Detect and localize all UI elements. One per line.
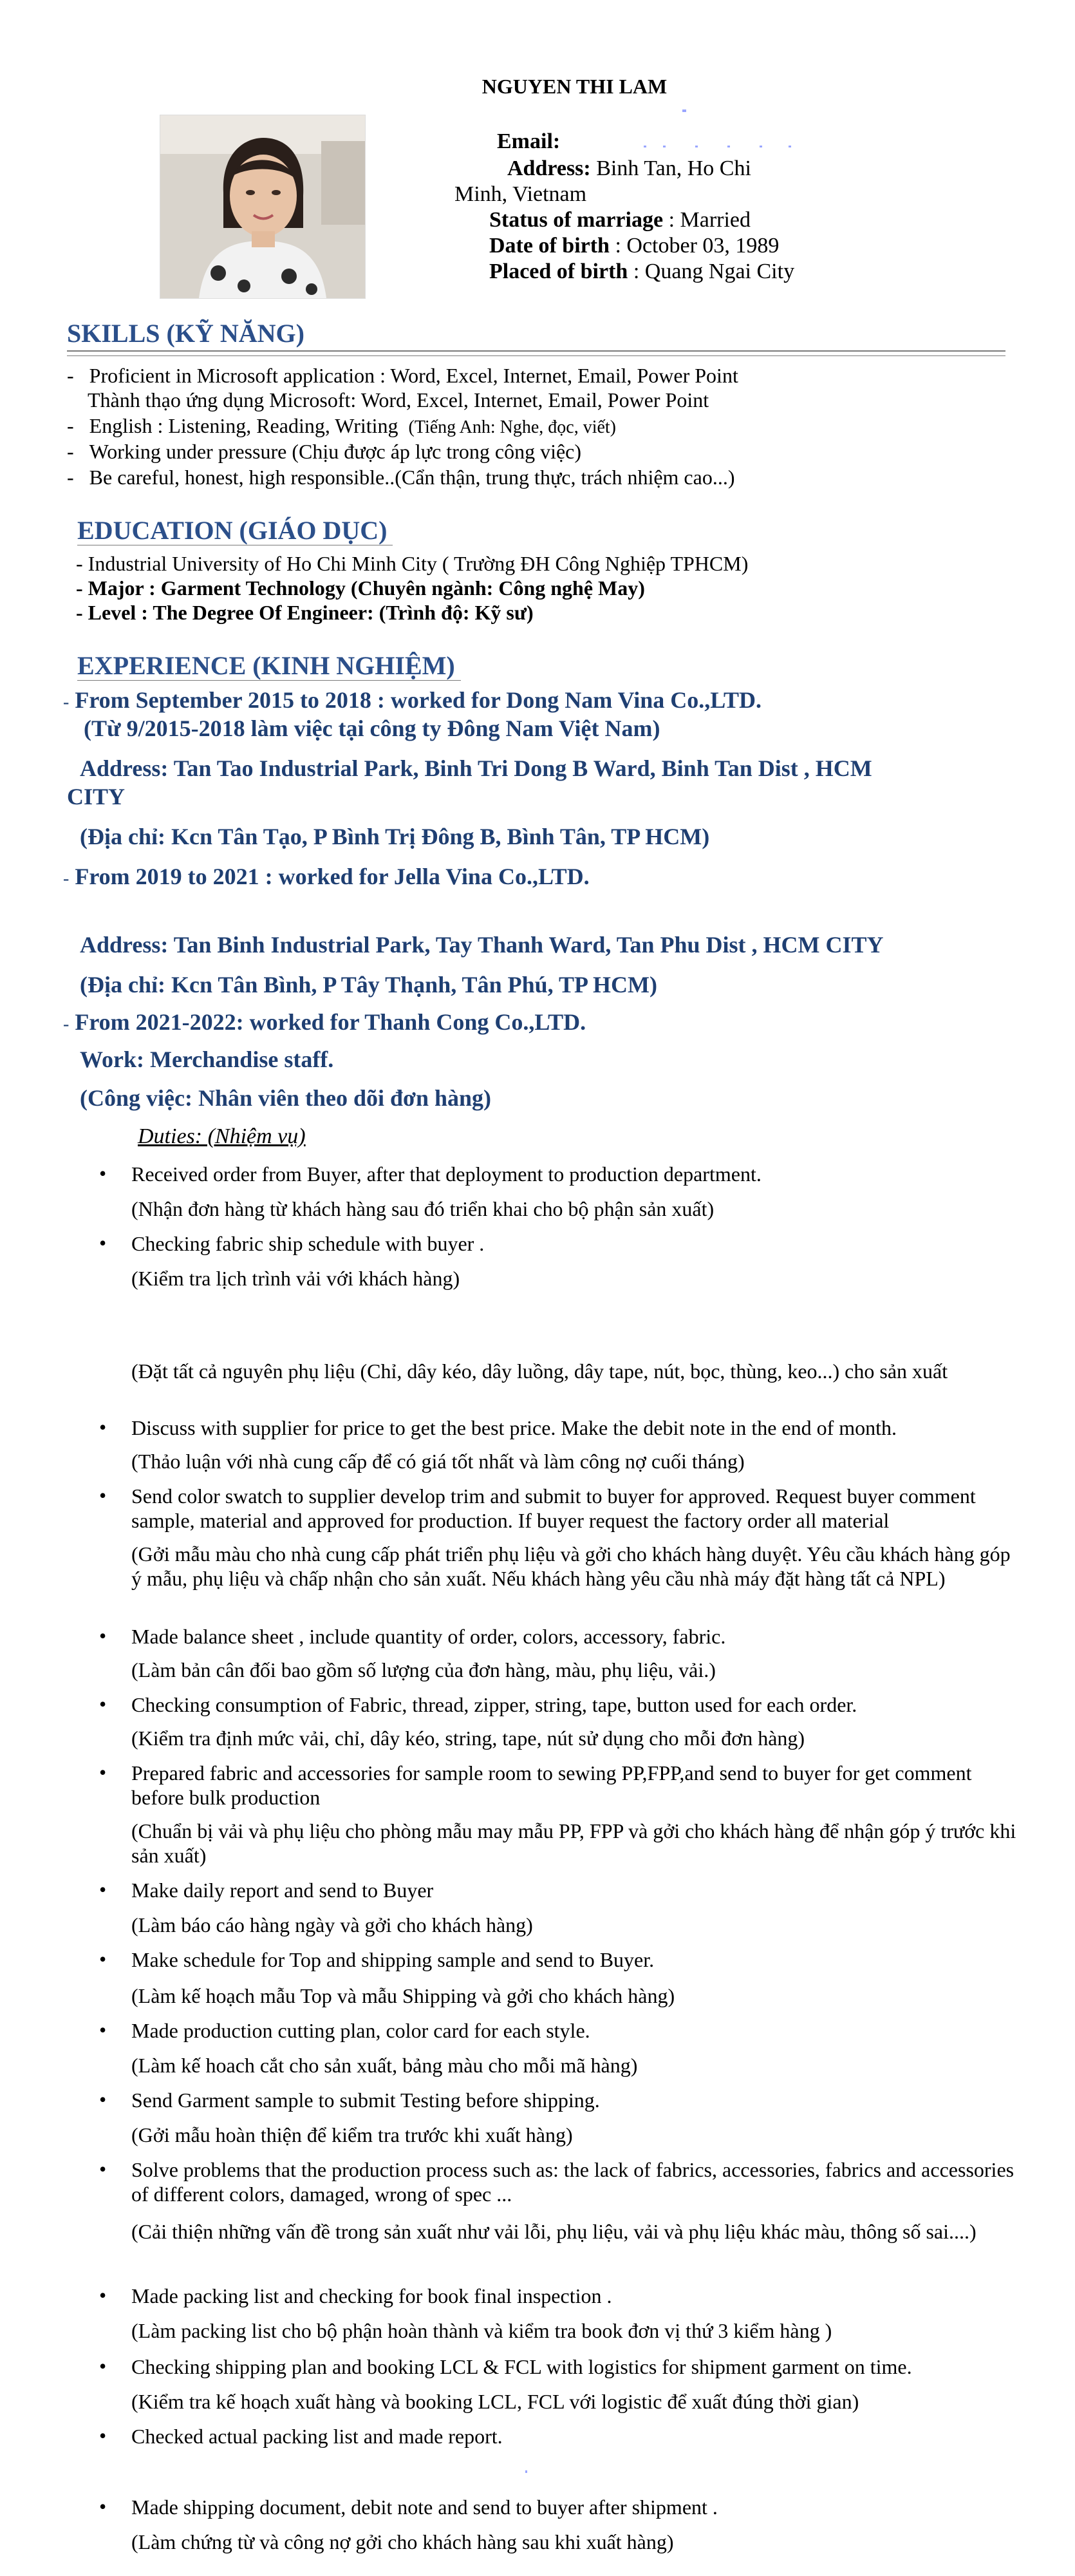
- duty-5-vn: (Làm bản cân đối bao gồm số lượng của đơn hàng, màu, phụ liệu, vải.): [131, 1658, 716, 1681]
- job-2-period: - From 2019 to 2021 : worked for Jella Vina Co.,LTD.: [63, 864, 590, 889]
- bullet-icon: •: [99, 2018, 107, 2041]
- bullet-icon: •: [99, 1761, 107, 1784]
- profile-photo: [160, 115, 366, 299]
- dob-label: Date of birth: [489, 234, 610, 258]
- education-item-3: - Level : The Degree Of Engineer: (Trình độ: Kỹ sư): [76, 601, 534, 624]
- duty-4-vn: (Gởi mẫu màu cho nhà cung cấp phát triển phụ liệu và gởi cho khách hàng duyệt. Yêu cầu khách hàng góp ý mẫu, phụ liệu và chấp nhận cho sản xuất. Nếu khách hàng yêu cầu nhà máy đặt hàng tất cả NPL): [131, 1542, 1011, 1590]
- skill-item-4: - Be careful, honest, high responsible..(Cẩn thận, trung thực, trách nhiệm cao...): [67, 466, 735, 489]
- skills-divider-bottom: [67, 355, 1005, 356]
- duty-1: Received order from Buyer, after that deployment to production department.: [131, 1162, 762, 1186]
- pob-label: Placed of birth: [489, 260, 628, 283]
- skill-item-1-vn: Thành thạo ứng dụng Microsoft: Word, Excel, Internet, Email, Power Point: [88, 388, 709, 412]
- job-3-work: Work: Merchandise staff.: [80, 1046, 334, 1072]
- duty-1-vn: (Nhận đơn hàng từ khách hàng sau đó triển khai cho bộ phận sản xuất): [131, 1197, 715, 1220]
- duty-2-vn: (Kiểm tra lịch trình vải với khách hàng): [131, 1267, 460, 1290]
- duty-3-vn: (Thảo luận với nhà cung cấp để có giá tốt nhất và làm công nợ cuối tháng): [131, 1450, 745, 1473]
- duty-15: Checked actual packing list and made report.: [131, 2425, 503, 2448]
- bullet-icon: •: [99, 1878, 107, 1901]
- bullet-icon: •: [99, 2284, 107, 2307]
- duty-9: Make schedule for Top and shipping sample and send to Buyer.: [131, 1948, 655, 1971]
- duty-3: Discuss with supplier for price to get the best price. Make the debit note in the end of month.: [131, 1416, 897, 1439]
- duty-8-vn: (Làm báo cáo hàng ngày và gởi cho khách hàng): [131, 1913, 533, 1937]
- address-label: Address:: [507, 156, 591, 180]
- job-3-work-vn: (Công việc: Nhân viên theo dõi đơn hàng): [80, 1085, 492, 1111]
- job-2-address-vn: (Địa chỉ: Kcn Tân Bình, P Tây Thạnh, Tân Phú, TP HCM): [80, 972, 657, 998]
- job-1-period: - From September 2015 to 2018 : worked for Dong Nam Vina Co.,LTD.: [63, 687, 762, 713]
- duty-4: Send color swatch to supplier develop trim and submit to buyer for approved. Request buyer comment sample, material and approved for production. If buyer request the factory order all material: [131, 1484, 976, 1532]
- duty-12: Solve problems that the production process such as: the lack of fabrics, accessories, fabrics and accessories of different colors, damaged, wrong of spec ...: [131, 2158, 1014, 2206]
- bullet-icon: •: [99, 2088, 107, 2111]
- address-value: Binh Tan, Ho Chi: [596, 156, 751, 180]
- job-1-period-vn: (Từ 9/2015-2018 làm việc tại công ty Đông Nam Việt Nam): [84, 715, 660, 741]
- duty-16-vn: (Làm chứng từ và công nợ gởi cho khách hàng sau khi xuất hàng): [131, 2530, 674, 2553]
- education-title: EDUCATION (GIÁO DỤC): [77, 516, 388, 545]
- bullet-icon: •: [99, 1416, 107, 1439]
- duty-14-vn: (Kiểm tra kế hoạch xuất hàng và booking LCL, FCL với logistic để xuất đúng thời gian): [131, 2390, 859, 2413]
- job-2-address: Address: Tan Binh Industrial Park, Tay Thanh Ward, Tan Phu Dist , HCM CITY: [80, 932, 884, 958]
- duty-7-vn: (Chuẩn bị vải và phụ liệu cho phòng mẫu may mẫu PP, FPP và gởi cho khách hàng để nhận góp ý trước khi sản xuất): [131, 1819, 1016, 1867]
- email-label: Email:: [497, 129, 561, 153]
- bullet-icon: •: [99, 1624, 107, 1647]
- duty-6: Checking consumption of Fabric, thread, zipper, string, tape, button used for each order.: [131, 1693, 857, 1716]
- duty-12-vn: (Cải thiện những vấn đề trong sản xuất như vải lỗi, phụ liệu, vải và phụ liệu khác màu, thông số sai....): [131, 2220, 977, 2243]
- skill-item-3: - Working under pressure (Chịu được áp lực trong công việc): [67, 440, 582, 463]
- duty-10: Made production cutting plan, color card for each style.: [131, 2019, 590, 2042]
- duty-7: Prepared fabric and accessories for sample room to sewing PP,FPP,and send to buyer for get comment before bulk production: [131, 1761, 972, 1809]
- duty-6-vn: (Kiểm tra định mức vải, chỉ, dây kéo, string, tape, nút sử dụng cho mỗi đơn hàng): [131, 1727, 805, 1750]
- address-row-2: Minh, Vietnam: [454, 182, 587, 206]
- marriage-value: : Married: [668, 208, 751, 232]
- bullet-icon: •: [99, 1484, 107, 1507]
- duty-14: Checking shipping plan and booking LCL & FCL with logistics for shipment garment on time.: [131, 2355, 912, 2378]
- bullet-icon: •: [99, 2157, 107, 2181]
- duties-title: Duties: (Nhiệm vụ): [138, 1124, 306, 1148]
- redacted-email-marks: [644, 144, 798, 150]
- bullet-icon: •: [99, 1947, 107, 1971]
- email-redacted: [644, 142, 798, 148]
- bullet-icon: •: [99, 1162, 107, 1185]
- duty-11: Send Garment sample to submit Testing before shipping.: [131, 2088, 600, 2112]
- dob-row: [489, 233, 779, 259]
- skill-item-2: - English : Listening, Reading, Writing (Tiếng Anh: Nghe, đọc, viết): [67, 414, 617, 437]
- profile-photo-image: [160, 115, 365, 298]
- pob-row: [489, 259, 794, 285]
- skill-item-1: - Proficient in Microsoft application : Word, Excel, Internet, Email, Power Point: [67, 364, 738, 387]
- duty-10-vn: (Làm kế hoach cắt cho sản xuất, bảng màu cho mỗi mã hàng): [131, 2054, 638, 2077]
- job-1-address: Address: Tan Tao Industrial Park, Binh Tri Dong B Ward, Binh Tan Dist , HCM: [80, 755, 872, 781]
- duty-8: Make daily report and send to Buyer: [131, 1879, 434, 1902]
- duty-11-vn: (Gởi mẫu hoàn thiện để kiểm tra trước khi xuất hàng): [131, 2123, 573, 2146]
- dot-mark: [525, 2470, 527, 2473]
- marriage-label: Status of marriage: [489, 208, 664, 232]
- job-3-period: - From 2021-2022: worked for Thanh Cong Co.,LTD.: [63, 1009, 586, 1035]
- address-row: [507, 156, 751, 182]
- duty-13-vn: (Làm packing list cho bộ phận hoàn thành và kiểm tra book đơn vị thứ 3 kiểm hàng ): [131, 2319, 832, 2342]
- duty-9-vn: (Làm kế hoạch mẫu Top và mẫu Shipping và gởi cho khách hàng): [131, 1984, 675, 2007]
- marriage-row: [489, 207, 751, 233]
- duty-5: Made balance sheet , include quantity of order, colors, accessory, fabric.: [131, 1625, 726, 1648]
- skills-divider-top: [67, 350, 1005, 352]
- bullet-icon: •: [99, 1231, 107, 1255]
- experience-underline: [77, 680, 461, 681]
- job-1-address-vn: (Địa chỉ: Kcn Tân Tạo, P Bình Trị Đông B, Bình Tân, TP HCM): [80, 824, 710, 849]
- bullet-icon: •: [99, 2495, 107, 2518]
- experience-title: EXPERIENCE (KINH NGHIỆM): [77, 651, 455, 680]
- candidate-name: NGUYEN THI LAM: [481, 75, 668, 98]
- education-item-1: - Industrial University of Ho Chi Minh City ( Trường ĐH Công Nghiệp TPHCM): [76, 552, 749, 575]
- bullet-icon: •: [99, 2424, 107, 2447]
- job-1-address-2: CITY: [67, 784, 126, 810]
- duty-2b-vn: (Đặt tất cả nguyên phụ liệu (Chỉ, dây kéo, dây luồng, dây tape, nút, bọc, thùng, keo...) cho sản xuất: [131, 1359, 948, 1383]
- email-row: [497, 129, 560, 155]
- bullet-icon: •: [99, 1692, 107, 1716]
- duty-2: Checking fabric ship schedule with buyer .: [131, 1232, 485, 1255]
- pob-value: : Quang Ngai City: [633, 260, 795, 283]
- education-item-2: - Major : Garment Technology (Chuyên ngành: Công nghệ May): [76, 576, 645, 600]
- bullet-icon: •: [99, 2354, 107, 2378]
- skills-title: SKILLS (KỸ NĂNG): [67, 319, 304, 348]
- duty-16: Made shipping document, debit note and send to buyer after shipment .: [131, 2496, 718, 2519]
- dot-mark: [682, 109, 686, 112]
- duty-13: Made packing list and checking for book final inspection .: [131, 2284, 612, 2307]
- dob-value: : October 03, 1989: [615, 234, 780, 258]
